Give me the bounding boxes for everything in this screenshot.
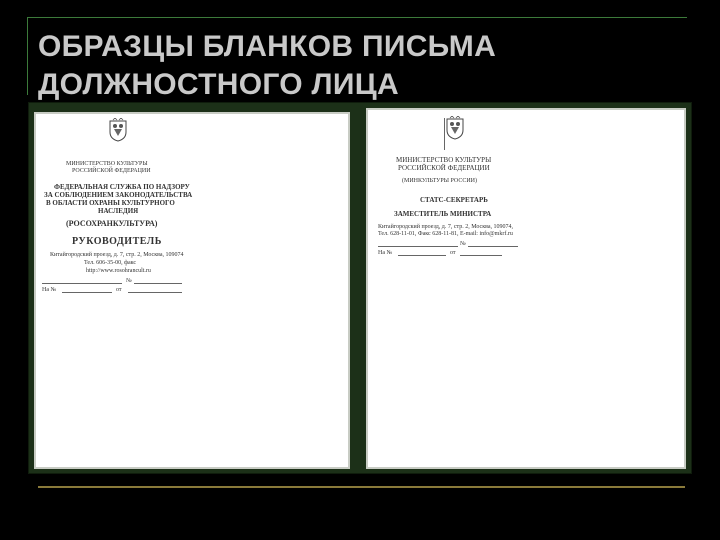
letterhead-right <box>366 108 686 469</box>
number-field-line <box>468 246 518 247</box>
ref-label: На № <box>378 250 393 256</box>
frame-left-line <box>27 17 28 95</box>
title-line-1: ОБРАЗЦЫ БЛАНКОВ ПИСЬМА <box>38 30 497 63</box>
service-line-3: В ОБЛАСТИ ОХРАНЫ КУЛЬТУРНОГО <box>46 199 175 207</box>
ministry-line-2: РОССИЙСКОЙ ФЕДЕРАЦИИ <box>72 168 151 174</box>
ministry-line-1: МИНИСТЕРСТВО КУЛЬТУРЫ <box>66 161 148 167</box>
content-panel <box>28 102 692 474</box>
service-line-2: ЗА СОБЛЮДЕНИЕМ ЗАКОНОДАТЕЛЬСТВА <box>44 191 193 199</box>
slide-title <box>38 28 658 104</box>
footer-divider <box>38 486 685 488</box>
position-line-1: СТАТС-СЕКРЕТАРЬ <box>420 196 488 204</box>
number-label: № <box>460 241 466 247</box>
from-field-line <box>128 292 182 293</box>
number-field-line <box>134 283 182 284</box>
address-line-1: Китайгородский проезд, д. 7, стр. 2, Москва, 109074, <box>378 224 514 230</box>
service-line-4: НАСЛЕДИЯ <box>98 207 139 215</box>
address-line-2: Тел. 606-35-00, факс <box>84 260 137 266</box>
title-line-2: ДОЛЖНОСТНОГО ЛИЦА <box>38 68 399 101</box>
ministry-abbr: (МИНКУЛЬТУРЫ РОССИИ) <box>402 178 477 184</box>
ref-field-line <box>62 292 112 293</box>
ministry-line-1: МИНИСТЕРСТВО КУЛЬТУРЫ <box>396 156 492 164</box>
position-title: РУКОВОДИТЕЛЬ <box>72 236 162 247</box>
position-line-2: ЗАМЕСТИТЕЛЬ МИНИСТРА <box>394 210 492 218</box>
emblem-guide-line <box>444 118 445 150</box>
address-line-2: Тел. 628-11-01, Факс 628-11-81, E-mail: info@mkrf.ru <box>378 231 513 237</box>
date-field-line <box>42 283 122 284</box>
ref-field-line <box>398 255 446 256</box>
frame-top-line <box>27 17 687 18</box>
letterhead-left <box>34 112 350 469</box>
from-label: от <box>450 250 456 256</box>
date-field-line <box>378 246 458 247</box>
service-line-1: ФЕДЕРАЛЬНАЯ СЛУЖБА ПО НАДЗОРУ <box>54 183 190 191</box>
from-label: от <box>116 287 122 293</box>
service-abbr: (РОСОХРАНКУЛЬТУРА) <box>66 219 158 228</box>
coat-of-arms-icon <box>107 118 129 142</box>
ref-label: На № <box>42 287 57 293</box>
ministry-line-2: РОССИЙСКОЙ ФЕДЕРАЦИИ <box>398 164 490 172</box>
address-line-1: Китайгородский проезд, д. 7, стр. 2, Москва, 109074 <box>50 252 184 258</box>
address-line-3: http://www.rosohrancult.ru <box>86 268 151 274</box>
from-field-line <box>460 255 502 256</box>
number-label: № <box>126 278 132 284</box>
coat-of-arms-icon <box>444 116 466 140</box>
